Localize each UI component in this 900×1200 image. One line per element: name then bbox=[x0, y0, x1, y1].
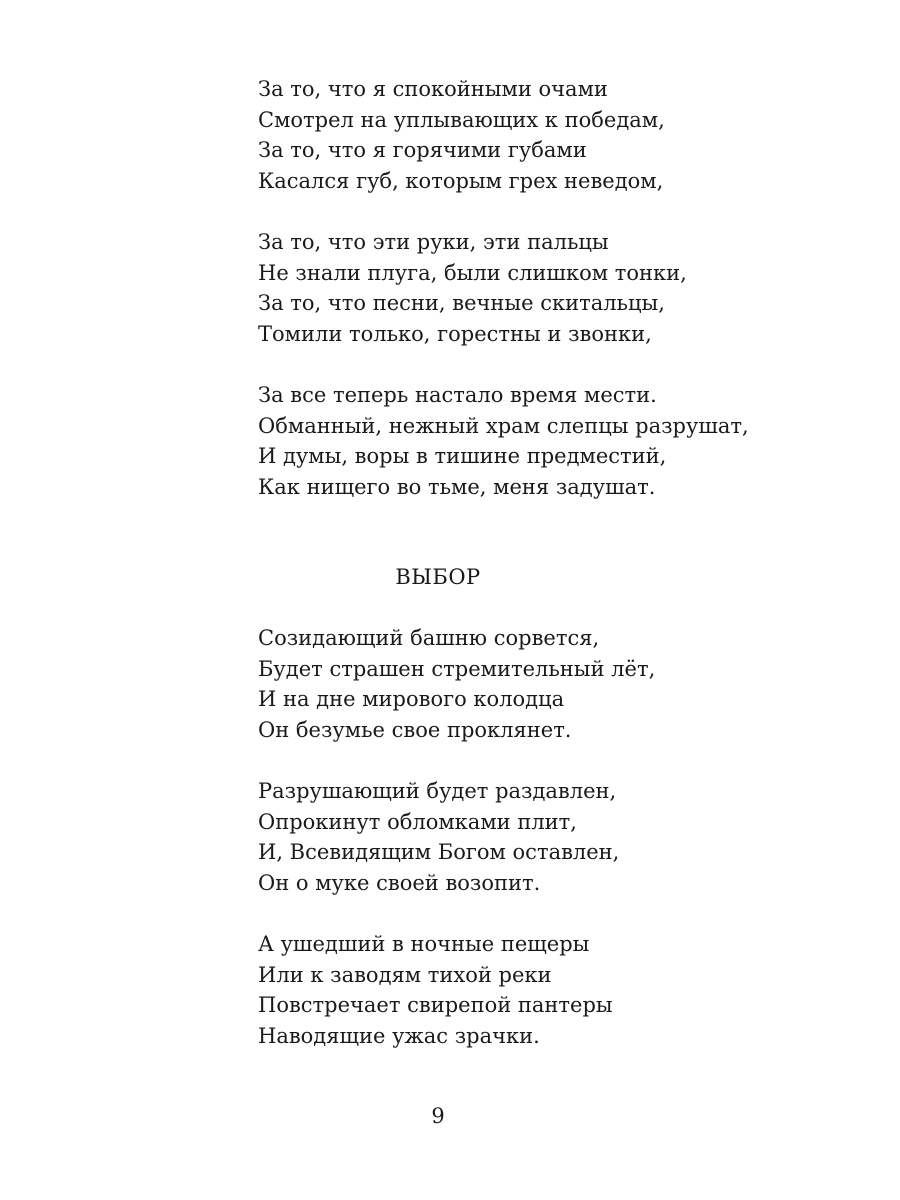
poem-line: Наводящие ужас зрачки. bbox=[258, 1023, 540, 1048]
poem1-stanza-1 bbox=[258, 74, 858, 196]
poem2-stanza-3 bbox=[258, 929, 858, 1051]
poem-line: Томили только, горестны и звонки, bbox=[258, 321, 652, 346]
poem-line: А ушедший в ночные пещеры bbox=[258, 932, 590, 956]
poem-line: И на дне мирового колодца bbox=[258, 687, 565, 711]
poem2-stanza-1 bbox=[258, 623, 858, 745]
poem-line: Повстречает свирепой пантеры bbox=[258, 993, 613, 1017]
poem-line: За то, что я горячими губами bbox=[258, 138, 587, 162]
poem-line: За то, что я спокойными очами bbox=[258, 77, 608, 101]
poem-line: Будет страшен стремительный лёт, bbox=[258, 656, 656, 681]
poem-line: За все теперь настало время мести. bbox=[258, 383, 657, 407]
poem1-stanza-3 bbox=[258, 380, 858, 502]
poem1-stanza-2 bbox=[258, 227, 858, 349]
poem-line: Обманный, нежный храм слепцы разрушат, bbox=[258, 413, 749, 438]
poem-line: Опрокинут обломками плит, bbox=[258, 809, 577, 834]
poem-line: Не знали плуга, были слишком тонки, bbox=[258, 260, 687, 285]
poem-line: За то, что песни, вечные скитальцы, bbox=[258, 291, 665, 315]
poem-line: Он безумье свое проклянет. bbox=[258, 717, 572, 742]
poem-line: Касался губ, которым грех неведом, bbox=[258, 168, 664, 193]
poem-line: Смотрел на уплывающих к победам, bbox=[258, 107, 665, 132]
poem2-stanza-2 bbox=[258, 776, 858, 898]
poem-line: Или к заводям тихой реки bbox=[258, 962, 552, 987]
poem-line: Разрушающий будет раздавлен, bbox=[258, 779, 617, 803]
poem-line: За то, что эти руки, эти пальцы bbox=[258, 230, 609, 254]
poem-title: ВЫБОР bbox=[395, 565, 481, 589]
poem-line: Он о муке своей возопит. bbox=[258, 870, 541, 895]
poem-line: Созидающий башню сорвется, bbox=[258, 626, 600, 650]
poem-line: И думы, воры в тишине предместий, bbox=[258, 444, 667, 468]
poem-line: Как нищего во тьме, меня задушат. bbox=[258, 474, 656, 499]
poem-line: И, Всевидящим Богом оставлен, bbox=[258, 840, 620, 864]
page-number: 9 bbox=[431, 1104, 445, 1128]
